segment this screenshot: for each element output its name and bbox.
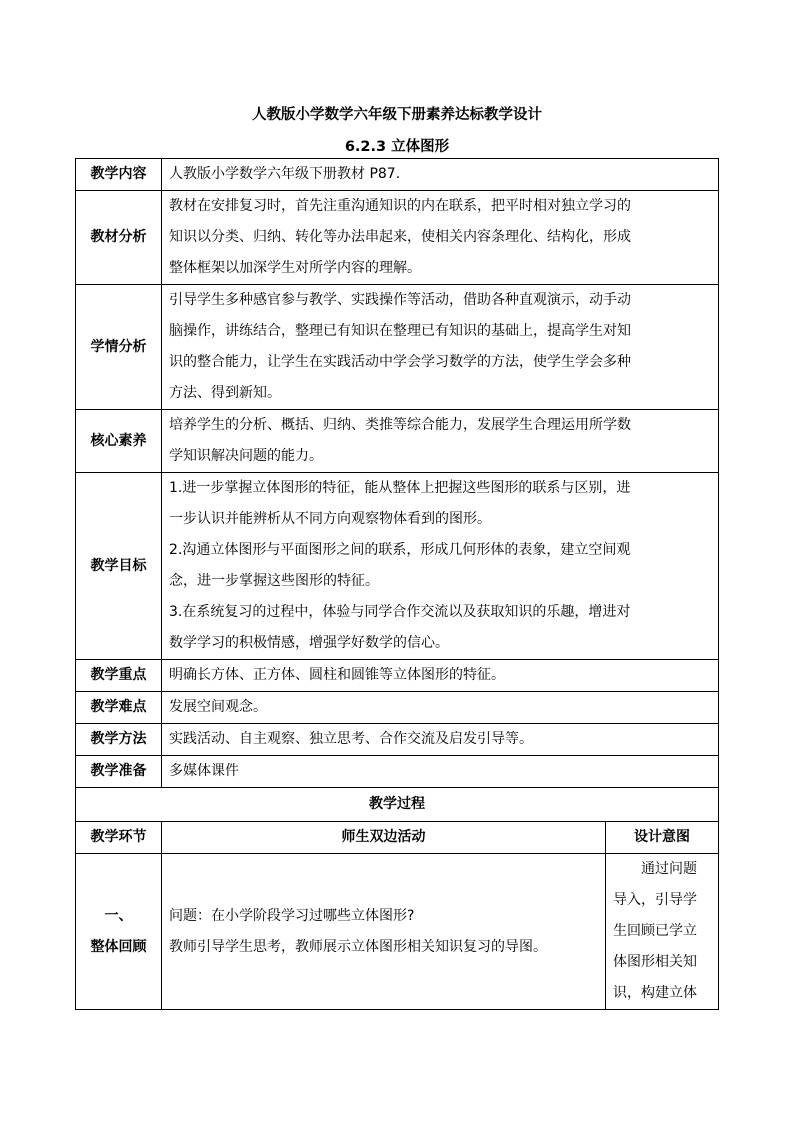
content-line: 培养学生的分析、概括、归纳、类推等综合能力，发展学生合理运用所学数 bbox=[169, 417, 631, 433]
stage-name: 整体回顾 bbox=[90, 938, 147, 955]
info-row bbox=[76, 159, 719, 191]
intent-cell bbox=[606, 854, 719, 1010]
activity-line: 教师引导学生思考，教师展示立体图形相关知识复习的导图。 bbox=[169, 938, 547, 955]
row-content bbox=[162, 159, 719, 191]
content-line: 识的整合能力，让学生在实践活动中学会学习数学的方法，使学生学会多种 bbox=[169, 354, 631, 370]
lesson-plan-body bbox=[76, 159, 719, 1010]
row-content bbox=[162, 473, 719, 660]
stage-number: 一、 bbox=[104, 907, 133, 924]
content-line: 多媒体课件 bbox=[169, 763, 239, 779]
content-line: 3.在系统复习的过程中，体验与同学合作交流以及获取知识的乐趣，增进对 bbox=[169, 604, 631, 620]
intent-line: 通过问题 bbox=[641, 861, 697, 877]
content-line: 数学学习的积极情感，增强学好数学的信心。 bbox=[169, 635, 449, 651]
process-column-header-row bbox=[76, 822, 719, 854]
info-row bbox=[76, 660, 719, 692]
activity-line: 问题：在小学阶段学习过哪些立体图形? bbox=[169, 907, 415, 924]
content-line: 明确长方体、正方体、圆柱和圆锥等立体图形的特征。 bbox=[169, 667, 505, 683]
column-header-intent: 设计意图 bbox=[606, 822, 719, 854]
info-row bbox=[76, 692, 719, 724]
row-content bbox=[162, 756, 719, 788]
content-line: 2.沟通立体图形与平面图形之间的联系，形成几何形体的表象，建立空间观 bbox=[169, 542, 631, 558]
content-line: 人教版小学数学六年级下册教材 P87. bbox=[169, 166, 401, 182]
content-line: 脑操作，讲练结合，整理已有知识在整理已有知识的基础上，提高学生对知 bbox=[169, 323, 631, 339]
row-label: 核心素养 bbox=[76, 410, 162, 473]
row-content bbox=[162, 191, 719, 285]
content-line: 实践活动、自主观察、独立思考、合作交流及启发引导等。 bbox=[169, 731, 533, 747]
row-label: 教学方法 bbox=[76, 724, 162, 756]
info-row bbox=[76, 473, 719, 660]
content-line: 引导学生多种感官参与教学、实践操作等活动，借助各种直观演示，动手动 bbox=[169, 292, 631, 308]
stage-cell bbox=[76, 854, 162, 1010]
intent-line: 体图形相关知 bbox=[613, 954, 697, 970]
content-line: 教材在安排复习时，首先注重沟通知识的内在联系，把平时相对独立学习的 bbox=[169, 198, 631, 214]
process-heading-row bbox=[76, 788, 719, 822]
intent-line: 生回顾已学立 bbox=[613, 923, 697, 939]
row-content bbox=[162, 410, 719, 473]
document-subtitle: 6.2.3 立体图形 bbox=[344, 139, 450, 155]
row-label: 学情分析 bbox=[76, 285, 162, 410]
intent-line: 导入，引导学 bbox=[613, 892, 697, 908]
row-content bbox=[162, 692, 719, 724]
info-row bbox=[76, 191, 719, 285]
row-content bbox=[162, 660, 719, 692]
row-label: 教学重点 bbox=[76, 660, 162, 692]
row-label: 教学准备 bbox=[76, 756, 162, 788]
content-line: 知识以分类、归纳、转化等办法串起来，使相关内容条理化、结构化，形成 bbox=[169, 229, 631, 245]
process-heading: 教学过程 bbox=[76, 788, 719, 822]
info-row bbox=[76, 724, 719, 756]
row-label: 教学难点 bbox=[76, 692, 162, 724]
content-line: 1.进一步掌握立体图形的特征，能从整体上把握这些图形的联系与区别，进 bbox=[169, 480, 631, 496]
row-label: 教学内容 bbox=[76, 159, 162, 191]
content-line: 发展空间观念。 bbox=[169, 699, 267, 715]
process-stage-row bbox=[76, 854, 719, 1010]
row-label: 教材分析 bbox=[76, 191, 162, 285]
row-content bbox=[162, 285, 719, 410]
info-row bbox=[76, 285, 719, 410]
content-line: 方法、得到新知。 bbox=[169, 385, 281, 401]
content-line: 学知识解决问题的能力。 bbox=[169, 448, 323, 464]
content-line: 一步认识并能辨析从不同方向观察物体看到的图形。 bbox=[169, 511, 491, 527]
info-row bbox=[76, 410, 719, 473]
row-content bbox=[162, 724, 719, 756]
activity-cell bbox=[162, 854, 606, 1010]
content-line: 念，进一步掌握这些图形的特征。 bbox=[169, 573, 379, 589]
content-line: 整体框架以加深学生对所学内容的理解。 bbox=[169, 260, 421, 276]
info-row bbox=[76, 756, 719, 788]
column-header-activity: 师生双边活动 bbox=[162, 822, 606, 854]
intent-line: 识，构建立体 bbox=[613, 985, 697, 1001]
lesson-plan-table bbox=[75, 158, 719, 1010]
row-label: 教学目标 bbox=[76, 473, 162, 660]
column-header-stage: 教学环节 bbox=[76, 822, 162, 854]
document-title: 人教版小学数学六年级下册素养达标教学设计 bbox=[252, 107, 542, 123]
